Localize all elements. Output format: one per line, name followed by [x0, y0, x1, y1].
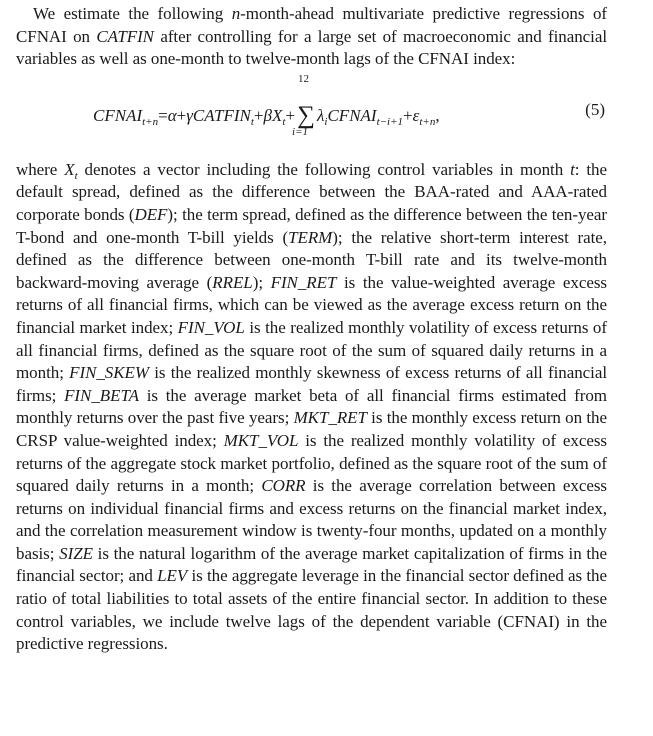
eq-cfnai-lag-subscript: t−i+1	[376, 115, 404, 128]
variable-t: t	[570, 159, 575, 179]
sum-lower-limit: i=1	[292, 125, 309, 138]
intro-text: after controlling for a large set of macroeconomic and financial variables as well as one-month to twelve-month lags of the CFNAI index:	[16, 26, 608, 69]
eq-gamma: γ	[186, 105, 193, 125]
sum-upper-limit: 12	[298, 72, 310, 85]
body-text: is the average market beta of all financial firms estimated from monthly returns over the past five years;	[16, 385, 607, 428]
body-text: is the natural logarithm of the average market capitalization of firms in the financial sector; and	[16, 543, 607, 586]
equation-5	[16, 72, 607, 157]
equation-number: (5)	[585, 99, 605, 119]
eq-lambda-subscript: i	[324, 115, 328, 128]
body-text: where	[16, 159, 65, 179]
eq-lambda: λ	[317, 105, 325, 125]
intro-paragraph	[16, 0, 607, 71]
variable-fin-vol: FIN_VOL	[177, 317, 245, 337]
body-text: ); the term spread, defined as the difference between the ten-year T-bond and one-month T-bill yields (	[16, 204, 608, 247]
equation-body	[93, 72, 440, 138]
summation	[292, 72, 317, 138]
eq-x: X	[271, 105, 283, 125]
eq-alpha: α	[167, 105, 177, 125]
eq-plus: +	[285, 105, 296, 125]
variable-rrel: RREL	[212, 272, 253, 292]
variable-fin-ret: FIN_RET	[270, 272, 337, 292]
eq-x-subscript: t	[282, 115, 286, 128]
variable-mkt-vol: MKT_VOL	[223, 430, 299, 450]
eq-catfin: CATFIN	[192, 105, 251, 125]
variable-size: SIZE	[59, 543, 93, 563]
body-text: is the aggregate leverage in the financial sector defined as the ratio of total liabilities to total assets of the entire financial sector. In addition to these control variables, we include twelve lags of the dependent variable (CFNAI) in the predictive regressions.	[16, 566, 607, 654]
intro-text: -month-ahead multivariate predictive regressions of CFNAI on	[16, 4, 608, 46]
paper-page	[16, 0, 607, 656]
body-paragraph	[16, 159, 607, 656]
body-text: is the realized monthly volatility of excess returns of all financial firms, defined as the square root of the sum of squared daily returns in a month;	[16, 317, 607, 383]
eq-plus: +	[403, 105, 413, 125]
eq-cfnai-lag: CFNAI	[327, 105, 377, 125]
body-text: is the value-weighted average excess returns of all financial firms, which can be viewed as the average excess return on the financial market index;	[16, 272, 607, 337]
body-text: ); the relative short-term interest rate, defined as the difference between one-month T-bill rate and its twelve-month backward-moving average (	[16, 227, 607, 292]
variable-mkt-ret: MKT_RET	[293, 408, 367, 428]
body-text: is the realized monthly volatility of excess returns of the aggregate stock market portfolio, defined as the square root of the sum of squared daily returns in a month;	[16, 430, 607, 496]
variable-def: DEF	[134, 204, 168, 224]
eq-catfin-subscript: t	[250, 115, 254, 128]
body-text: is the monthly excess return on the CRSP value-weighted index;	[16, 408, 607, 450]
eq-beta: β	[263, 105, 272, 125]
variable-term: TERM	[288, 227, 333, 247]
body-text: is the realized monthly skewness of excess returns of all financial firms;	[16, 363, 607, 405]
variable-fin-beta: FIN_BETA	[64, 385, 139, 405]
variable-x: X	[64, 159, 75, 179]
body-text: is the average correlation between excess returns on individual financial firms and excess returns on the financial market index, and the correlation measurement window is twenty-four months, updated on a monthly basis;	[16, 476, 607, 563]
intro-text: We estimate the following	[33, 4, 232, 23]
variable-x-subscript: t	[74, 169, 78, 182]
variable-fin-skew: FIN_SKEW	[69, 363, 149, 383]
variable-lev: LEV	[157, 566, 188, 586]
eq-plus: +	[253, 105, 264, 125]
eq-epsilon-subscript: t+n	[419, 115, 436, 128]
body-text: : the default spread, defined as the difference between the BAA-rated and AAA-rated corporate bonds (	[16, 159, 607, 224]
body-text: );	[252, 272, 271, 292]
body-text: denotes a vector including the following control variables in month	[77, 159, 571, 179]
variable-corr: CORR	[261, 476, 306, 496]
variable-n: n	[231, 4, 241, 23]
eq-lhs: CFNAI	[93, 105, 143, 125]
eq-comma: ,	[435, 105, 440, 125]
eq-plus: +	[176, 105, 187, 125]
sigma-symbol: ∑	[297, 101, 315, 129]
variable-catfin: CATFIN	[96, 26, 154, 46]
eq-equals: =	[158, 105, 168, 125]
eq-lhs-subscript: t+n	[142, 115, 159, 128]
eq-epsilon: ε	[412, 105, 420, 125]
